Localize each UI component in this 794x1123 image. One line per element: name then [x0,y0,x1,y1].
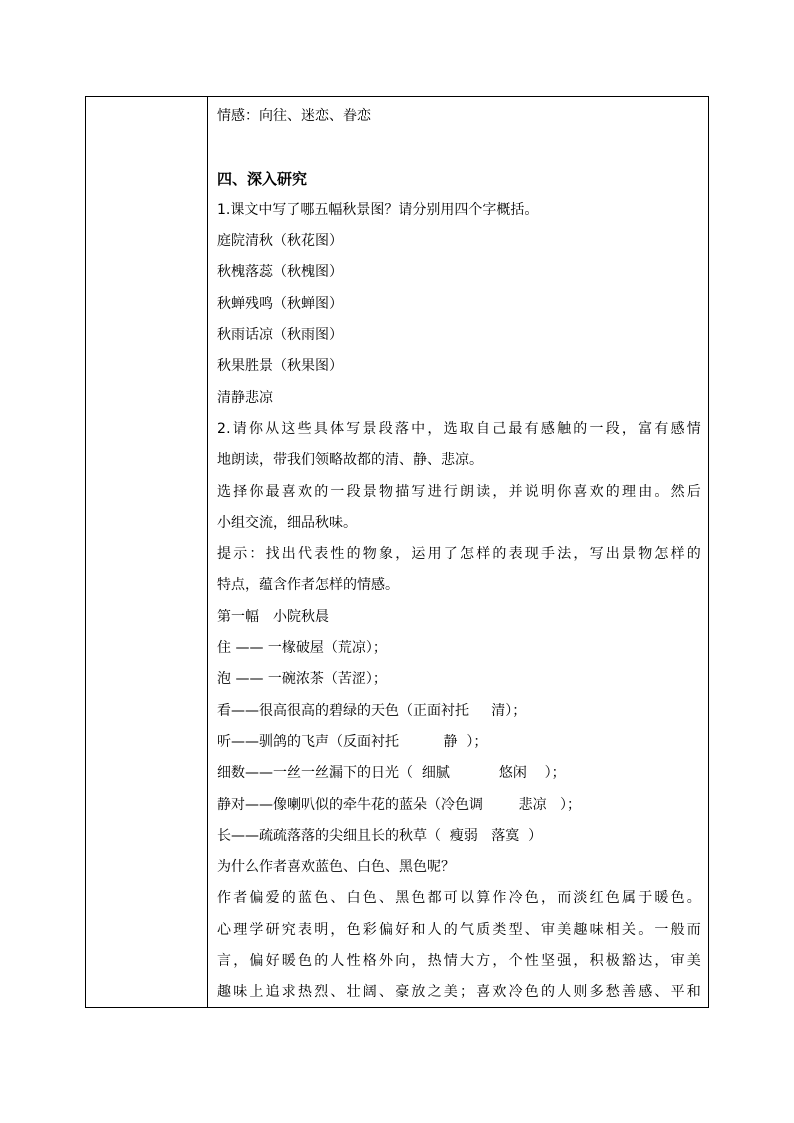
table-right-cell [208,97,708,1007]
text-line: 秋蝉残鸣（秋蝉图） [217,295,343,312]
text-line: 地朗读，带我们领略故都的清、静、悲凉。 [217,452,483,469]
text-line: 趣味上追求热烈、壮阔、豪放之美；喜欢冷色的人则多愁善感、平和 [217,984,701,1001]
text-line: 言，偏好暖色的人性格外向，热情大方，个性坚强，积极豁达，审美 [217,953,701,970]
text-line: 第一幅 小院秋晨 [217,608,329,625]
table-left-cell [86,97,208,1007]
lesson-content [217,101,701,1007]
text-line: 庭院清秋（秋花图） [217,233,343,250]
text-line: 秋果胜景（秋果图） [217,358,343,375]
text-line: 为什么作者喜欢蓝色、白色、黑色呢？ [217,859,455,876]
text-line: 秋雨话凉（秋雨图） [217,327,343,344]
text-line: 秋槐落蕊（秋槐图） [217,264,343,281]
text-line: 情感：向往、迷恋、眷恋 [217,108,371,124]
section-heading: 四、深入研究 [217,169,308,188]
text-line: 作者偏爱的蓝色、白色、黑色都可以算作冷色，而淡红色属于暖色。 [217,890,701,907]
text-line: 清静悲凉 [217,389,273,406]
text-line: 心理学研究表明，色彩偏好和人的气质类型、审美趣味相关。一般而 [217,921,701,938]
text-line: 提示：找出代表性的物象，运用了怎样的表现手法，写出景物怎样的 [217,546,701,563]
text-line: 泡 —— 一碗浓茶（苦涩）； [217,671,387,688]
text-line: 2.请你从这些具体写景段落中，选取自己最有感触的一段，富有感情 [217,420,701,437]
text-line: 特点，蕴含作者怎样的情感。 [217,577,399,594]
text-line: 长——疏疏落落的尖细且长的秋草（ 瘦弱 落寞 ） [217,827,543,844]
blank-line [217,132,701,163]
text-line: 看——很高很高的碧绿的天色（正面衬托 清）； [217,702,527,719]
text-line: 听——驯鸽的飞声（反面衬托 静 ）； [217,733,488,750]
lesson-table [85,96,709,1008]
text-line: 细数——一丝一丝漏下的日光（ 细腻 悠闲 ）； [217,765,566,782]
text-line: 小组交流，细品秋味。 [217,514,357,531]
text-line: 住 —— 一椽破屋（荒凉）； [217,640,387,657]
text-line: 选择你最喜欢的一段景物描写进行朗读，并说明你喜欢的理由。然后 [217,483,701,500]
text-line: 静对——像喇叭似的牵牛花的蓝朵（冷色调 悲凉 ）； [217,796,581,813]
text-line: 1.课文中写了哪五幅秋景图？请分别用四个字概括。 [217,201,539,218]
